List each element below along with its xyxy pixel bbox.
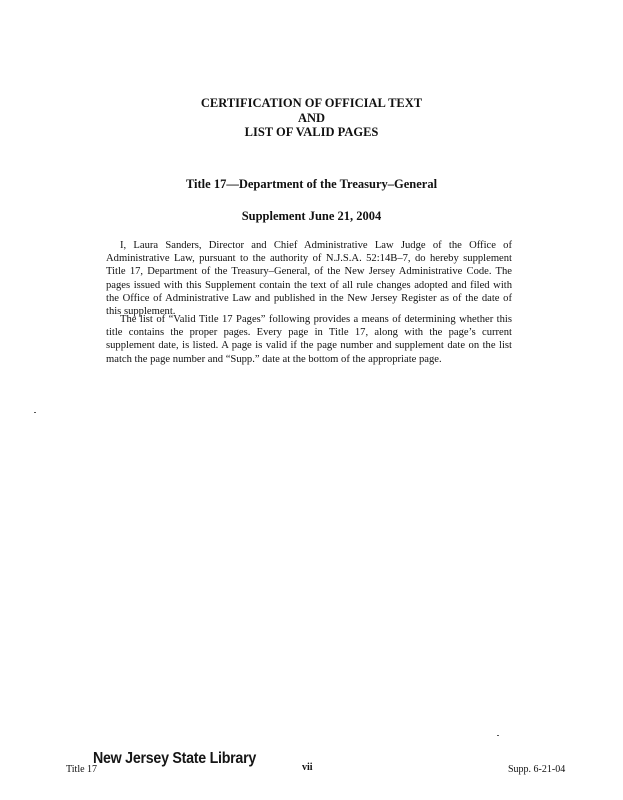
heading-line-certification: CERTIFICATION OF OFFICIAL TEXT	[200, 96, 423, 110]
page-number: vii	[302, 762, 313, 773]
footer-title-label: Title 17	[66, 764, 98, 775]
supplement-date-line: Supplement June 21, 2004	[241, 209, 382, 223]
scan-speck	[497, 735, 499, 736]
valid-pages-paragraph: The list of “Valid Title 17 Pages” following provides a means of determining whether this title contains the proper pages. Every page in Title 17, along with the page’s current supplement date, is listed. A page is valid if the page number and supplement date on the list match the page number and “Supp.” date at the bottom of the appropriate page.	[106, 314, 512, 365]
footer-supp-date: Supp. 6-21-04	[508, 764, 566, 775]
heading-line-and: AND	[297, 110, 326, 125]
title-line: Title 17—Department of the Treasury–General	[185, 177, 438, 191]
certification-paragraph: I, Laura Sanders, Director and Chief Administrative Law Judge of the Office of Administrative Law, pursuant to the authority of N.J.S.A. 52:14B–7, do hereby supplement Title 17, Department of the Treasury–General, of the New Jersey Administrative Code. The pages issued with this Supplement contain the text of all rule changes adopted and filed with the Office of Administrative Law and published in the New Jersey Register as of the date of this supplement.	[106, 240, 512, 318]
heading-line-list: LIST OF VALID PAGES	[244, 125, 379, 139]
library-stamp: New Jersey State Library	[93, 750, 257, 767]
document-heading	[0, 96, 623, 140]
scan-speck	[34, 412, 36, 413]
